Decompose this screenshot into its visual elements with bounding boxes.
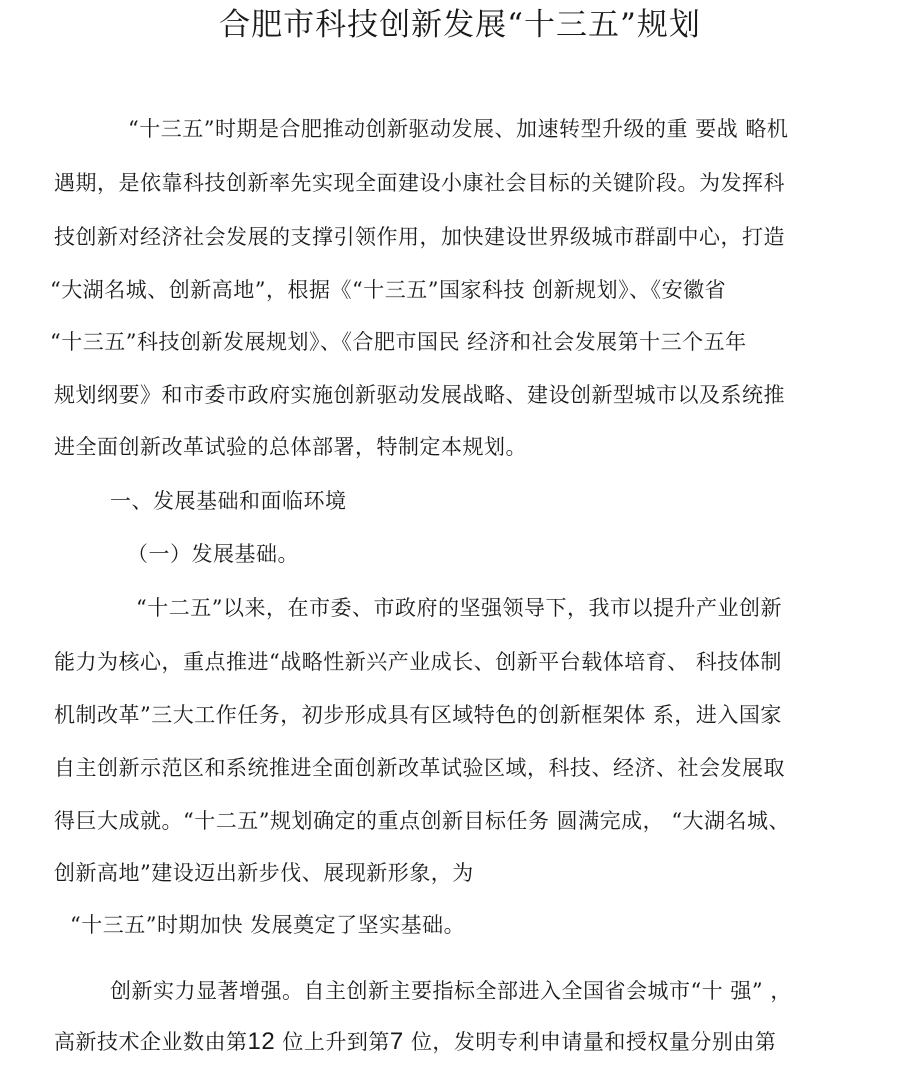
paragraph-1-line-7: 进全面创新改革试验的总体部署，特制定本规划。 bbox=[54, 435, 527, 459]
document-title: 合肥市科技创新发展“十三五”规划 bbox=[219, 7, 701, 43]
paragraph-3-text-c: 位，发明专利申请量和授权量分别由第 bbox=[410, 1030, 777, 1054]
paragraph-1-line-1: “十三五”时期是合肥推动创新驱动发展、加速转型升级的重 要战 略机 bbox=[128, 117, 789, 141]
section-heading: 一、发展基础和面临环境 bbox=[110, 489, 347, 513]
paragraph-2-line-6: 创新高地”建设迈出新步伐、展现新形象，为 bbox=[54, 861, 474, 885]
paragraph-2-line-3: 机制改革”三大工作任务，初步形成具有区域特色的创新框架体 系，进入国家 bbox=[54, 703, 782, 727]
paragraph-2-line-2: 能力为核心，重点推进“战略性新兴产业成长、创新平台载体培育、 科技体制 bbox=[54, 650, 782, 674]
paragraph-1-line-4: “大湖名城、创新高地”，根据《“十三五”国家科技 创新规划》、《安徽省 bbox=[50, 278, 727, 302]
paragraph-3-text-a: 高新技术企业数由第 bbox=[54, 1030, 248, 1054]
paragraph-1-line-6: 规划纲要》和市委市政府实施创新驱动发展战略、建设创新型城市以及系统推 bbox=[54, 383, 785, 407]
paragraph-3-line-2 bbox=[54, 1027, 776, 1057]
paragraph-3-number-a: 12 bbox=[247, 1028, 276, 1055]
paragraph-2-line-1: “十二五”以来，在市委、市政府的坚强领导下，我市以提升产业创新 bbox=[136, 596, 782, 620]
paragraph-2-line-5: 得巨大成就。“十二五”规划确定的重点创新目标任务 圆满完成， “大湖名城、 bbox=[54, 809, 791, 833]
paragraph-2-line-7: “十三五”时期加快 发展奠定了坚实基础。 bbox=[70, 913, 466, 937]
paragraph-1-line-3: 技创新对经济社会发展的支撑引领作用，加快建设世界级城市群副中心，打造 bbox=[54, 225, 785, 249]
paragraph-3-text-b: 位上升到第 bbox=[282, 1030, 390, 1054]
paragraph-2-line-4: 自主创新示范区和系统推进全面创新改革试验区域，科技、经济、社会发展取 bbox=[54, 756, 785, 780]
paragraph-1-line-5: “十三五”科技创新发展规划》、《合肥市国民 经济和社会发展第十三个五年 bbox=[50, 330, 747, 354]
paragraph-3-line-1: 创新实力显著增强。自主创新主要指标全部进入全国省会城市“十 强” ， bbox=[110, 979, 792, 1003]
paragraph-3-number-b: 7 bbox=[389, 1028, 404, 1055]
paragraph-1-line-2: 遇期，是依靠科技创新率先实现全面建设小康社会目标的关键阶段。为发挥科 bbox=[54, 171, 785, 195]
subsection-heading: （一）发展基础。 bbox=[127, 542, 299, 566]
